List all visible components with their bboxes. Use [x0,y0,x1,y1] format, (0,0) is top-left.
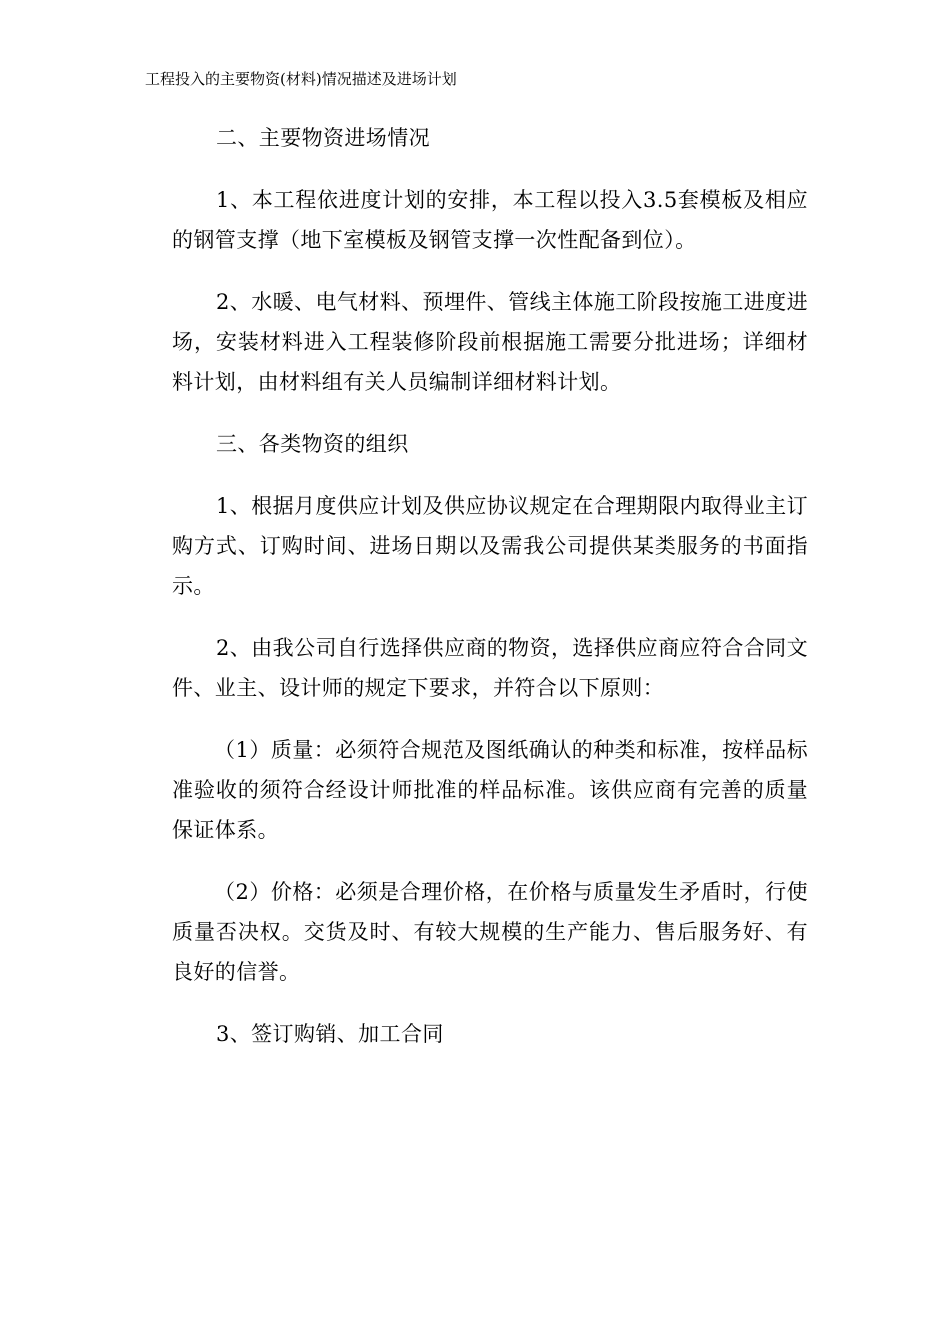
paragraph-3-2: 2、由我公司自行选择供应商的物资，选择供应商应符合合同文件、业主、设计师的规定下要求，并符合以下原则： [172,636,808,700]
paragraph-2-2: 2、水暖、电气材料、预埋件、管线主体施工阶段按施工进度进场，安装材料进入工程装修阶段前根据施工需要分批进场；详细材料计划，由材料组有关人员编制详细材料计划。 [172,290,808,394]
section-heading-2: 二、主要物资进场情况 [216,126,430,150]
paragraph-3-1: 1、根据月度供应计划及供应协议规定在合理期限内取得业主订购方式、订购时间、进场日期以及需我公司提供某类服务的书面指示。 [172,494,808,598]
section-heading-3: 三、各类物资的组织 [216,432,409,456]
running-header: 工程投入的主要物资(材料)情况描述及进场计划 [145,70,457,88]
document-body [172,118,808,1076]
paragraph-quality: （1）质量：必须符合规范及图纸确认的种类和标准，按样品标准验收的须符合经设计师批准的样品标准。该供应商有完善的质量保证体系。 [172,738,808,842]
paragraph-price: （2）价格：必须是合理价格，在价格与质量发生矛盾时，行使质量否决权。交货及时、有较大规模的生产能力、售后服务好、有良好的信誉。 [172,880,808,984]
paragraph-2-1: 1、本工程依进度计划的安排，本工程以投入3.5套模板及相应的钢管支撑（地下室模板及钢管支撑一次性配备到位）。 [172,188,808,252]
paragraph-3-3: 3、签订购销、加工合同 [216,1022,444,1046]
